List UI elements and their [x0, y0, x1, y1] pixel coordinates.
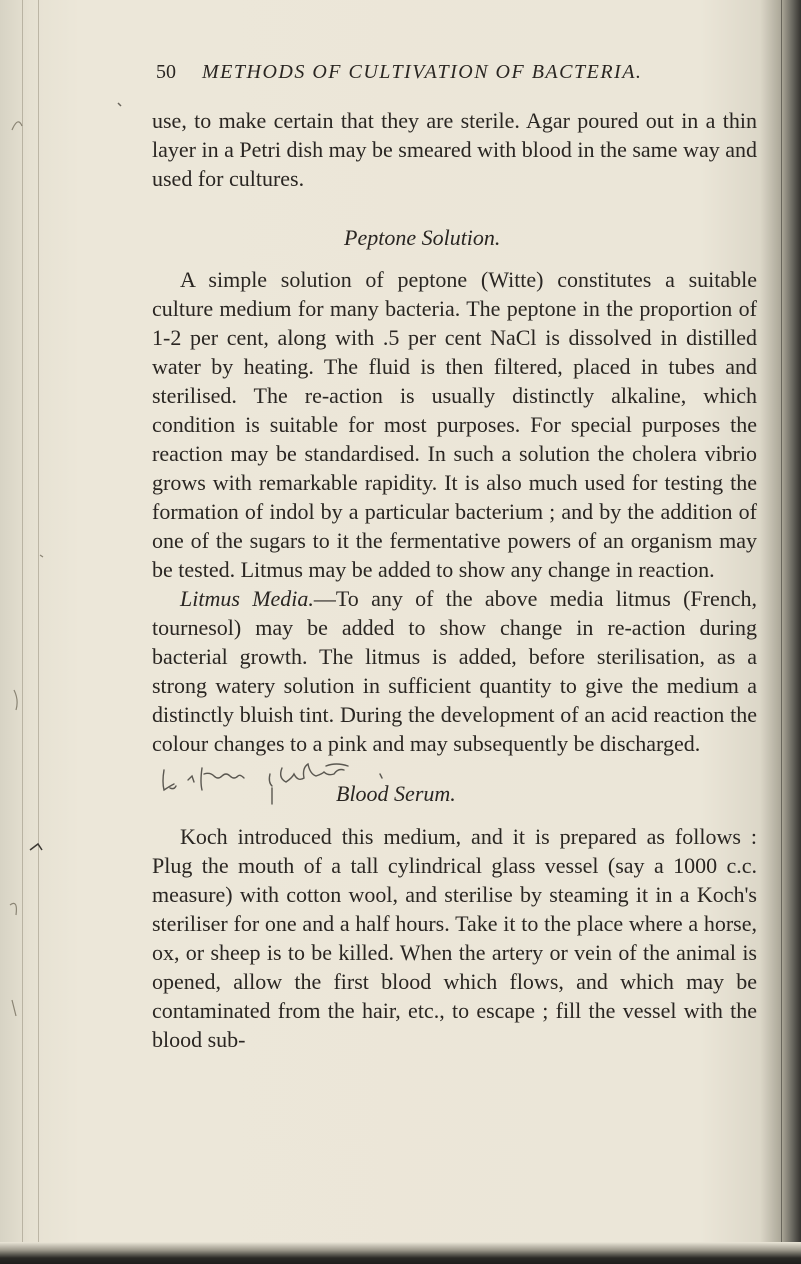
peptone-body	[152, 265, 757, 758]
section-heading-peptone: Peptone Solution.	[344, 225, 501, 250]
pencil-scribble	[201, 768, 244, 790]
pencil-scribble	[380, 774, 382, 778]
pencil-scribble	[326, 764, 348, 766]
blood-serum-body	[152, 822, 757, 1054]
page-number: 50	[156, 61, 176, 83]
peptone-paragraph: A simple solution of peptone (Witte) constitutes a suitable culture medium for many bacteria. The peptone in the proportion of 1-2 per cent, along with .5 per cent NaCl is dissolved in distilled water by heating. The fluid is then filtered, placed in tubes and sterilised. The re-action is usually distinctly alkaline, which condition is suitable for most purposes. For special purposes the reaction may be standardised. In such a solution the cholera vibrio grows with remarkable rapidity. It is also much used for testing the formation of indol by a particular bacterium ; and by the addition of one of the sugars to it the fermentative powers of an organism may be tested. Litmus may be added to show any change in reaction.	[152, 267, 757, 582]
pencil-scribble	[188, 776, 194, 782]
blood-serum-paragraph: Koch introduced this medium, and it is prepared as follows : Plug the mouth of a tall cylindrical glass vessel (say a 1000 c.c. measure) with cotton wool, and sterilise by steaming it in a Koch's steriliser for one and a half hours. Take it to the place where a horse, ox, or sheep is to be killed. When the artery or vein of the animal is opened, allow the first blood which flows, and which may be contaminated from the hair, etc., to escape ; fill the vessel with the blood sub-	[152, 824, 757, 1052]
section-heading-blood-serum: Blood Serum.	[336, 781, 456, 806]
pencil-scribble	[269, 764, 344, 786]
litmus-text: —To any of the above media litmus (French, tournesol) may be added to show change in re-action during bacterial growth. The litmus is added, before sterilisation, as a strong watery solution in sufficient quantity to give the medium a distinctly bluish tint. During the development of an acid reaction the colour changes to a pink and may subsequently be discharged.	[152, 586, 757, 756]
pencil-tick	[118, 103, 121, 106]
page-header	[156, 57, 756, 91]
continuation-paragraph	[152, 106, 757, 193]
litmus-paragraph	[152, 584, 757, 758]
litmus-run-in-heading: Litmus Media.	[180, 586, 314, 611]
continuation-text: use, to make certain that they are sterile. Agar poured out in a thin layer in a Petri dish may be smeared with blood in the same way and used for cultures.	[152, 108, 757, 191]
margin-mark	[30, 844, 42, 850]
margin-wear	[10, 122, 43, 1016]
running-title: METHODS OF CULTIVATION OF BACTERIA.	[202, 61, 643, 83]
pencil-scribble	[163, 770, 176, 790]
